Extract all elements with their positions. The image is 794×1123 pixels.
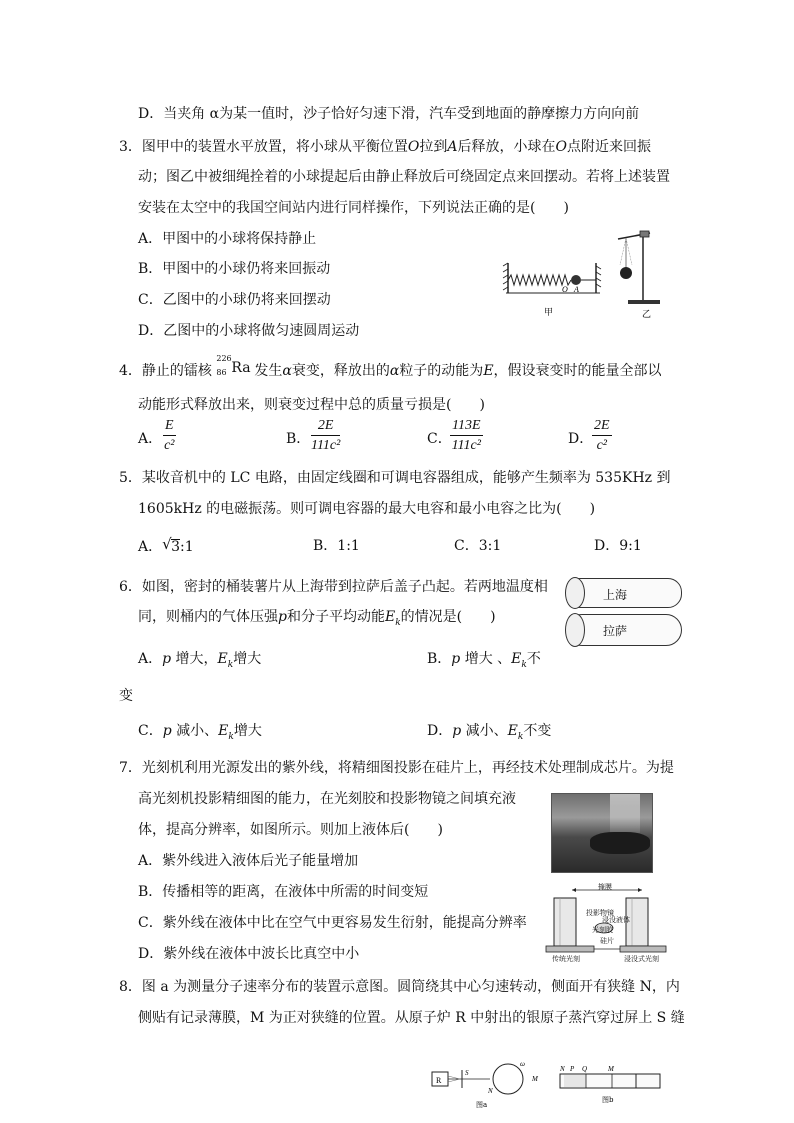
q7-stem-line2: 高光刻机投影精细图的能力，在光刻胶和投影物镜之间填充液 bbox=[138, 791, 516, 807]
q6-stem-line1: 6．如图，密封的桶装薯片从上海带到拉萨后盖子凸起。若两地温度相 bbox=[119, 579, 548, 595]
radium-nuclide: 226 86 Ra bbox=[216, 354, 251, 377]
q6-option-b-wrap: 变 bbox=[119, 688, 133, 704]
label-objective: 投影物镜 bbox=[586, 909, 614, 917]
q4-option-a-label: A． bbox=[138, 431, 163, 447]
tube-shanghai: 上海 bbox=[566, 578, 682, 608]
label-o: O bbox=[562, 285, 568, 294]
q5-stem-line1: 5．某收音机中的 LC 电路，由固定线圈和可调电容器组成，能够产生频率为 535KHz 到 bbox=[119, 470, 671, 486]
svg-text:Q: Q bbox=[582, 1065, 588, 1073]
label-yi: 乙 bbox=[642, 310, 652, 320]
q2-option-d: D．当夹角 α为某一值时，沙子恰好匀速下滑，汽车受到地面的静摩擦力方向向前 bbox=[138, 106, 640, 122]
q6-option-b: B．p 增大 、$E_k$不 bbox=[427, 651, 541, 670]
q3-option-d: D．乙图中的小球将做匀速圆周运动 bbox=[138, 323, 360, 339]
q5-option-a: A． √ 3:1 bbox=[138, 535, 194, 555]
q7-option-d: D．紫外线在液体中波长比真空中小 bbox=[138, 946, 360, 962]
q6-option-a: A．p 增大，$E_k$增大 bbox=[138, 651, 262, 670]
svg-text:图a: 图a bbox=[476, 1101, 488, 1109]
label-a: A bbox=[574, 285, 579, 294]
q7-stem-line1: 7．光刻机利用光源发出的紫外线，将精细图投影在硅片上，再经技术处理制成芯片。为提 bbox=[119, 760, 674, 776]
label-mask: 掩膜 bbox=[598, 883, 612, 891]
q5-option-d: D．9:1 bbox=[594, 538, 642, 554]
svg-text:M: M bbox=[532, 1075, 538, 1083]
lithography-photo bbox=[551, 793, 653, 873]
q6-option-c: C．p 减小、$E_k$增大 bbox=[138, 723, 262, 742]
q4-option-b-fraction: $\frac{2E}{\text{111c²}}$ bbox=[311, 418, 341, 453]
molecular-speed-figure-a bbox=[430, 1060, 550, 1110]
q7-option-a: A．紫外线进入液体后光子能量增加 bbox=[138, 853, 359, 869]
svg-text:M: M bbox=[608, 1065, 614, 1073]
q3-stem-line1: 3．图甲中的装置水平放置，将小球从平衡位置O拉到A后释放，小球在O点附近来回振 bbox=[119, 139, 651, 155]
svg-text:N: N bbox=[560, 1065, 565, 1073]
q4-option-c-label: C． bbox=[427, 431, 452, 447]
q6-stem-line2: 同，则桶内的气体压强p和分子平均动能$E_k$的情况是( ) bbox=[138, 609, 496, 628]
spring bbox=[508, 275, 571, 285]
q8-stem-line2: 侧贴有记录薄膜，M 为正对狭缝的位置。从原子炉 R 中射出的银原子蒸汽穿过屏上 S 缝 bbox=[138, 1010, 685, 1026]
q4-stem-line2: 动能形式释放出来，则衰变过程中总的质量亏损是( ) bbox=[138, 397, 485, 413]
q4-option-a-fraction: $\frac{E}{\text{c²}}$ bbox=[164, 418, 175, 453]
ball bbox=[571, 275, 581, 285]
label-liquid: 浸没液体 bbox=[602, 916, 630, 924]
q7-stem-line3: 体，提高分辨率，如图所示。则加上液体后( ) bbox=[138, 822, 443, 838]
svg-text:N: N bbox=[488, 1087, 493, 1095]
q3-option-b: B．甲图中的小球仍将来回振动 bbox=[138, 261, 331, 277]
immersion-lithography-diagram bbox=[542, 884, 672, 964]
svg-text:R: R bbox=[436, 1076, 442, 1085]
svg-text:P: P bbox=[570, 1065, 575, 1073]
q4-option-d-label: D． bbox=[568, 431, 594, 447]
q3-option-a: A．甲图中的小球将保持静止 bbox=[138, 231, 317, 247]
tube-lhasa: 拉萨 bbox=[566, 614, 682, 646]
label-conventional: 传统光刻 bbox=[552, 955, 580, 963]
q5-option-c: C．3:1 bbox=[454, 538, 502, 554]
svg-text:ω: ω bbox=[520, 1060, 525, 1068]
q7-option-c: C．紫外线在液体中比在空气中更容易发生衍射，能提高分辨率 bbox=[138, 915, 527, 931]
q3-stem-line3: 安装在太空中的我国空间站内进行同样操作，下列说法正确的是( ) bbox=[138, 200, 569, 216]
q4-option-c-fraction: $\frac{113E}{\text{111c²}}$ bbox=[451, 418, 481, 453]
q5-option-b: B．1:1 bbox=[313, 538, 360, 554]
q6-option-d: D．p 减小、$E_k$不变 bbox=[427, 723, 552, 742]
q4-option-b-label: B． bbox=[286, 431, 311, 447]
spring-pendulum-figure bbox=[500, 225, 670, 320]
q7-option-b: B．传播相等的距离，在液体中所需的时间变短 bbox=[138, 884, 429, 900]
q5-stem-line2: 1605kHz 的电磁振荡。则可调电容器的最大电容和最小电容之比为( ) bbox=[138, 501, 596, 517]
q3-option-c: C．乙图中的小球仍将来回摆动 bbox=[138, 292, 331, 308]
label-wafer: 硅片 bbox=[600, 937, 614, 945]
q3-stem-line2: 动；图乙中被细绳拴着的小球提起后由静止释放后可绕固定点来回摆动。若将上述装置 bbox=[138, 169, 670, 185]
label-resist: 光刻胶 bbox=[592, 926, 613, 934]
q4-option-d-fraction: $\frac{2E}{\text{c²}}$ bbox=[594, 418, 610, 453]
q8-stem-line1: 8．图 a 为测量分子速率分布的装置示意图。圆筒绕其中心匀速转动，侧面开有狭缝 N，内 bbox=[119, 979, 680, 995]
label-jia: 甲 bbox=[544, 308, 554, 318]
label-immersion: 浸没式光刻 bbox=[624, 955, 659, 963]
q4-stem-line1: 4．静止的镭核 226 86 Ra 发生α衰变，释放出的α粒子的动能为E，假设衰变时的能量全部以 bbox=[119, 354, 662, 379]
svg-text:S: S bbox=[465, 1069, 469, 1077]
molecular-speed-figure-b bbox=[556, 1062, 668, 1110]
svg-text:图b: 图b bbox=[602, 1096, 614, 1104]
